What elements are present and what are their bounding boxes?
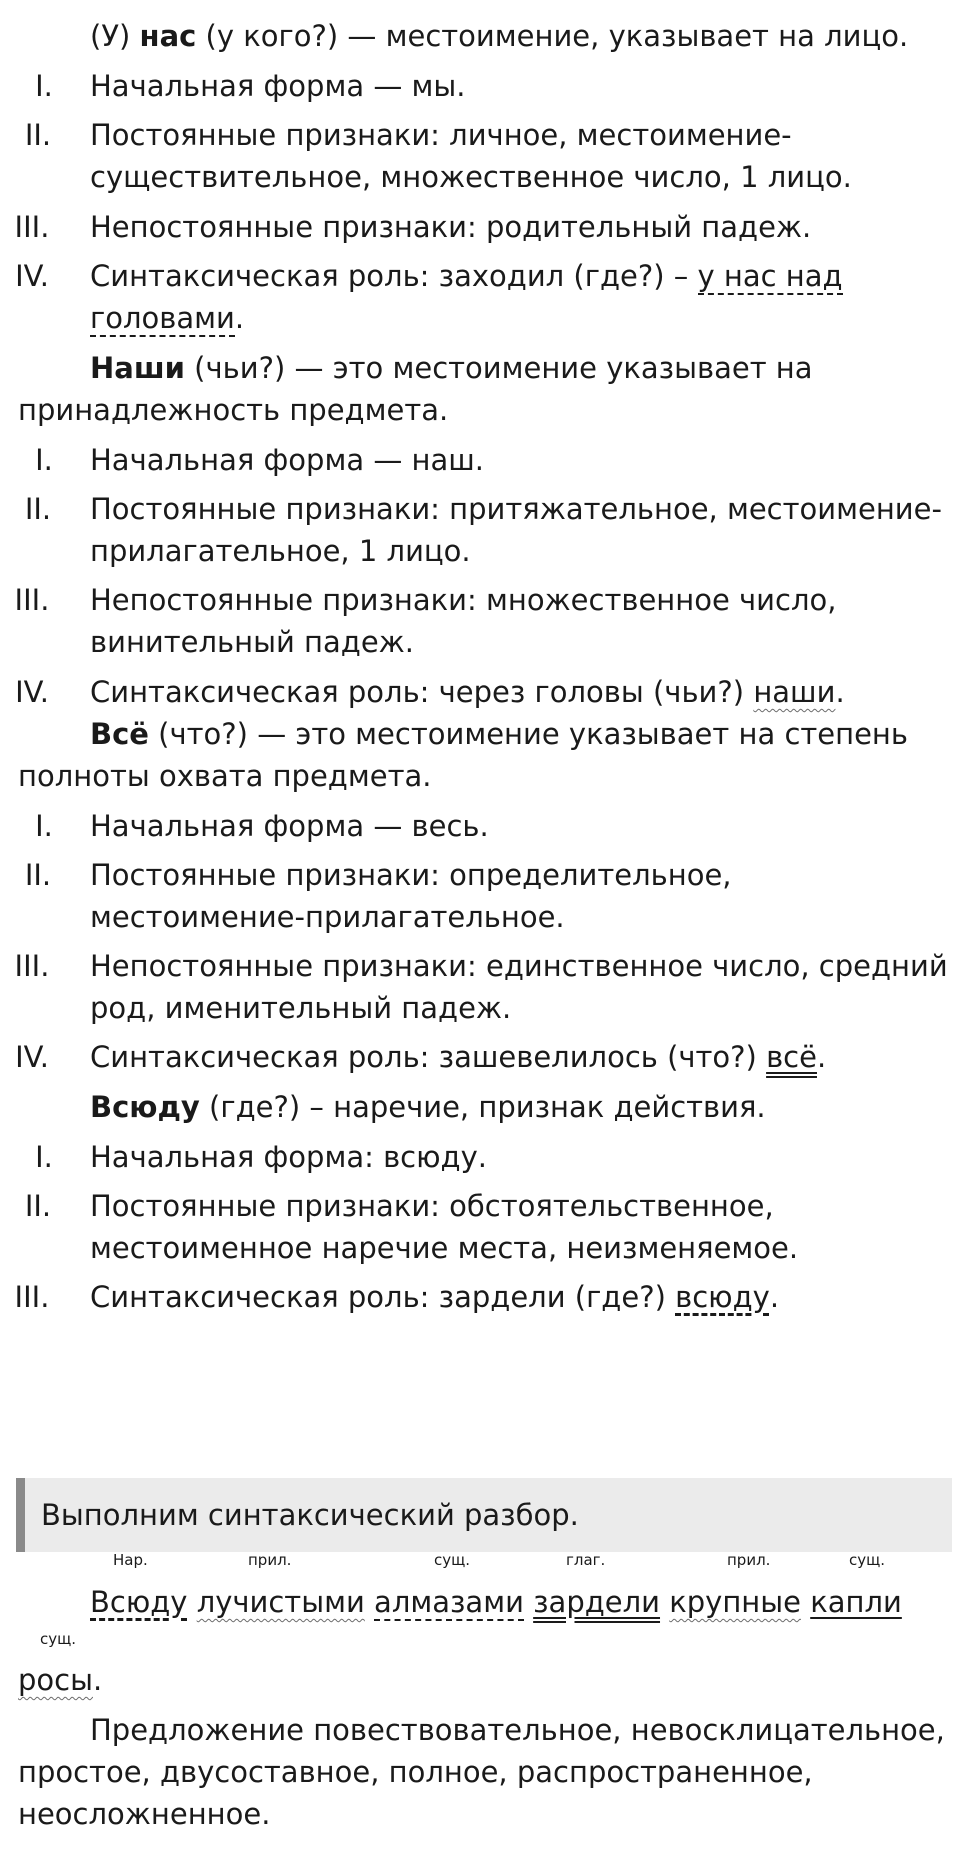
- underlined-phrase: у нас над: [697, 259, 843, 293]
- pos-tag: сущ.: [434, 1551, 471, 1569]
- list-text: Начальная форма — наш.: [90, 443, 485, 477]
- list-text: Постоянные признаки: обстоятельственное,: [90, 1189, 774, 1223]
- pos-tag: прил.: [248, 1551, 292, 1569]
- intro-prefix: (У): [90, 19, 140, 53]
- pos-tag: Нар.: [113, 1551, 148, 1569]
- list-text: [90, 256, 843, 296]
- sentence-word: алмазами: [374, 1585, 524, 1619]
- list-text: [90, 1277, 779, 1317]
- intro-nas: [90, 16, 908, 56]
- punctuation: .: [93, 1663, 103, 1697]
- list-number: I.: [35, 1140, 53, 1174]
- list-number: IV.: [15, 675, 49, 709]
- intro-continuation: полноты охвата предмета.: [18, 759, 432, 793]
- punctuation: .: [234, 301, 245, 335]
- intro-text: (что?) — это местоимение указывает на степень: [148, 717, 908, 751]
- list-text: Начальная форма — мы.: [90, 69, 466, 103]
- conclusion-line: Предложение повествовательное, невосклицательное,: [90, 1713, 945, 1747]
- underlined-word: всюду: [675, 1280, 770, 1314]
- sentence-word: лучистыми: [196, 1585, 365, 1619]
- underlined-word: всё: [766, 1040, 817, 1074]
- list-text: род, именительный падеж.: [90, 991, 512, 1025]
- intro-text: (у кого?) — местоимение, указывает на лицо.: [196, 19, 909, 53]
- pos-tag: прил.: [727, 1551, 771, 1569]
- punctuation: .: [835, 675, 845, 709]
- intro-text: (где?) – наречие, признак действия.: [199, 1090, 766, 1124]
- intro-bold-word: Всё: [90, 717, 149, 751]
- list-text: местоименное наречие места, неизменяемое.: [90, 1231, 799, 1265]
- list-text: местоимение-прилагательное.: [90, 900, 565, 934]
- list-number: III.: [14, 949, 50, 983]
- list-number: III.: [14, 210, 50, 244]
- list-text: прилагательное, 1 лицо.: [90, 534, 471, 568]
- intro-text: (чьи?) — это местоимение указывает на: [184, 351, 813, 385]
- list-number: IV.: [15, 259, 49, 293]
- sentence-word: капли: [810, 1585, 902, 1619]
- intro-vsyo: [90, 714, 908, 754]
- list-text: [90, 298, 244, 338]
- punctuation: .: [816, 1040, 827, 1074]
- pos-tag: сущ.: [849, 1551, 886, 1569]
- sentence-word: Всюду: [90, 1585, 188, 1619]
- list-text-part: Синтаксическая роль: зашевелилось (что?): [90, 1040, 767, 1074]
- intro-nashi: [90, 348, 813, 388]
- list-text: винительный падеж.: [90, 625, 414, 659]
- conclusion-line: неосложненное.: [18, 1797, 271, 1831]
- list-number: II.: [24, 858, 52, 892]
- punctuation: .: [769, 1280, 780, 1314]
- list-text-part: Синтаксическая роль: зардели (где?): [90, 1280, 676, 1314]
- list-text: Непостоянные признаки: родительный падеж.: [90, 210, 812, 244]
- list-number: II.: [24, 1189, 52, 1223]
- list-number: III.: [14, 1280, 50, 1314]
- conclusion-line: простое, двусоставное, полное, распространенное,: [18, 1755, 813, 1789]
- list-text: Начальная форма: всюду.: [90, 1140, 487, 1174]
- list-text: [90, 672, 845, 712]
- list-number: I.: [35, 69, 53, 103]
- underlined-word: наши: [753, 675, 836, 709]
- list-text: Непостоянные признаки: множественное число,: [90, 583, 837, 617]
- list-number: I.: [35, 443, 53, 477]
- list-text: [90, 1037, 826, 1077]
- pos-tag: сущ.: [40, 1630, 77, 1648]
- intro-bold-word: нас: [139, 19, 197, 53]
- intro-bold-word: Наши: [90, 351, 185, 385]
- intro-vsyudu: [90, 1087, 766, 1127]
- list-text: Постоянные признаки: определительное,: [90, 858, 732, 892]
- list-text: Начальная форма — весь.: [90, 809, 489, 843]
- list-number: II.: [24, 118, 52, 152]
- list-number: IV.: [15, 1040, 49, 1074]
- sentence-word: росы: [18, 1663, 93, 1697]
- parsed-sentence-continuation: [18, 1660, 102, 1700]
- section-banner: [16, 1478, 952, 1552]
- list-text: Постоянные признаки: притяжательное, местоимение-: [90, 492, 942, 526]
- intro-bold-word: Всюду: [90, 1090, 200, 1124]
- sentence-word: крупные: [669, 1585, 801, 1619]
- list-text-part: Синтаксическая роль: через головы (чьи?): [90, 675, 754, 709]
- banner-text: Выполним синтаксический разбор.: [41, 1498, 579, 1532]
- list-text: Постоянные признаки: личное, местоимение-: [90, 118, 792, 152]
- list-text: существительное, множественное число, 1 лицо.: [90, 160, 852, 194]
- intro-continuation: принадлежность предмета.: [18, 393, 449, 427]
- parsed-sentence: [90, 1582, 902, 1622]
- list-number: II.: [24, 492, 52, 526]
- underlined-phrase: головами: [90, 301, 235, 335]
- list-text-part: Синтаксическая роль: заходил (где?) –: [90, 259, 698, 293]
- list-number: I.: [35, 809, 53, 843]
- list-text: Непостоянные признаки: единственное число, средний: [90, 949, 948, 983]
- pos-tag: глаг.: [566, 1551, 606, 1569]
- list-number: III.: [14, 583, 50, 617]
- sentence-word: зардели: [533, 1585, 661, 1619]
